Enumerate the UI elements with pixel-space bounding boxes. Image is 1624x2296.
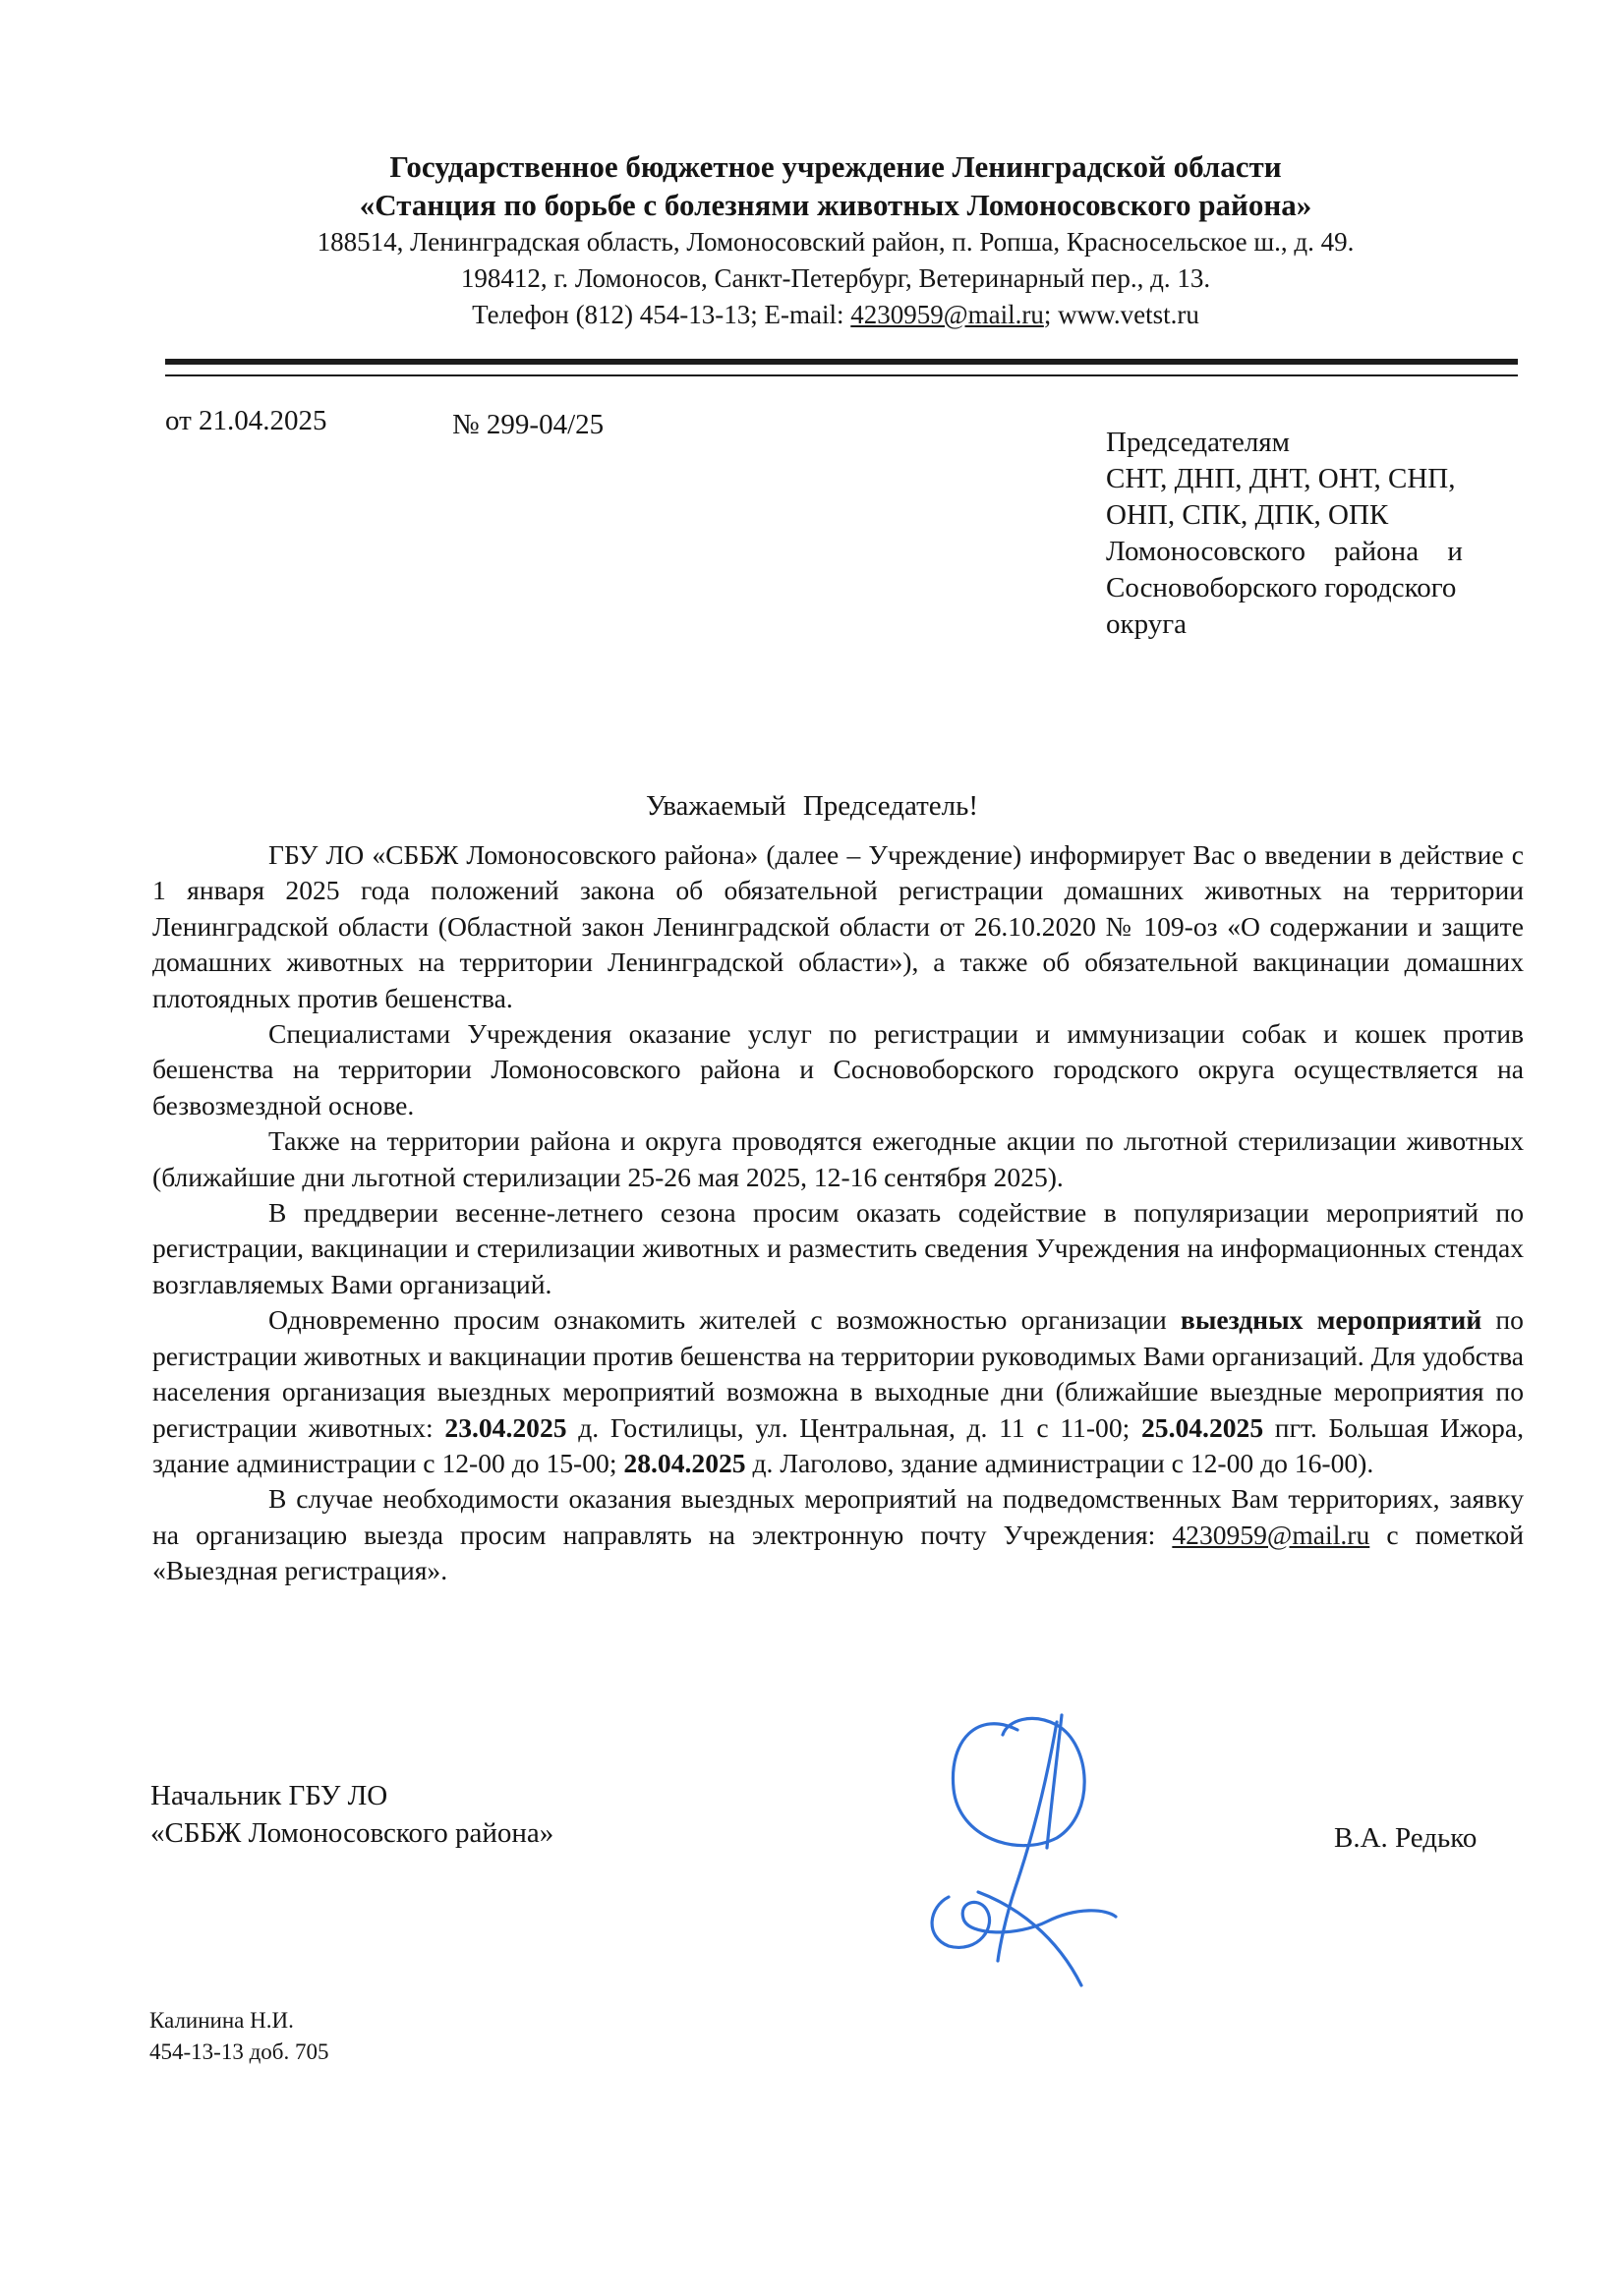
event-date-2: 25.04.2025: [1140, 1411, 1264, 1443]
addressee-line: ОНП, СПК, ДПК, ОПК: [1106, 499, 1389, 531]
body-paragraph-6: [152, 1481, 1524, 1588]
p6-text: В случае необходимости оказания выездных мероприятий на подведомственных Вам территориях, заявку на организацию выезда просим направлять на электронную почту Учреждения:: [152, 1483, 1524, 1550]
letter-body: [152, 837, 1524, 1589]
contacts-prefix: Телефон (812) 454-13-13; E-mail:: [472, 300, 851, 329]
position-line2: «СББЖ Ломоносовского района»: [150, 1817, 554, 1849]
executor-name: Калинина Н.И.: [149, 2008, 294, 2033]
org-name-line1: Государственное бюджетное учреждение Ленинградской области: [389, 149, 1282, 184]
salutation: Уважаемый Председатель!: [645, 790, 978, 822]
contacts-line: [167, 297, 1504, 333]
p5-text: Одновременно просим ознакомить жителей с возможностью организации: [268, 1304, 1181, 1336]
signatory-name: В.А. Редько: [1334, 1822, 1478, 1854]
addressee-line: Сосновоборского городского: [1106, 572, 1457, 603]
address-line2: 198412, г. Ломоносов, Санкт-Петербург, Ветеринарный пер., д. 13.: [460, 263, 1211, 293]
body-paragraph-2: Специалистами Учреждения оказание услуг по регистрации и иммунизации собак и кошек против бешенства на территории Ломоносовского района и Сосновоборского городского округа осуществляется на безвозмездной основе.: [152, 1018, 1524, 1120]
position-line1: Начальник ГБУ ЛО: [150, 1780, 388, 1811]
header-divider-thick: [165, 359, 1518, 365]
header-divider-thin: [165, 374, 1518, 376]
addressee-line: Председателям: [1106, 427, 1290, 458]
p5-bold-offsite-events: выездных мероприятий: [1180, 1304, 1482, 1336]
p6-text: с пометкой «Выездная регистрация».: [152, 1519, 1524, 1586]
p5-text: д. Гостилицы, ул. Центральная, д. 11 с 11-00;: [566, 1411, 1141, 1443]
addressee-block: [1106, 425, 1514, 643]
body-paragraph-4: В преддверии весенне-летнего сезона просим оказать содействие в популяризации мероприятий по регистрации, вакцинации и стерилизации животных и разместить сведения Учреждения на информационных стендах возглавляемых Вами организаций.: [152, 1197, 1524, 1299]
addressee-line: Ломоносовского района и: [1106, 536, 1463, 567]
email-link[interactable]: 4230959@mail.ru: [850, 300, 1044, 329]
org-name-line2: «Станция по борьбе с болезнями животных Ломоносовского района»: [359, 188, 1312, 222]
letterhead: [167, 147, 1504, 333]
p5-text: по регистрации животных и вакцинации против бешенства на территории руководимых Вами организаций. Для удобства населения организация выездных мероприятий возможна в выходные дни (ближайшие выездные мероприятия по регистрации животных:: [152, 1304, 1524, 1443]
contacts-suffix: ; www.vetst.ru: [1043, 300, 1199, 329]
event-date-1: 23.04.2025: [444, 1411, 567, 1443]
addressee-line: округа: [1106, 608, 1187, 640]
p5-text: пгт. Большая Ижора, здание администрации с 12-00 до 15-00;: [152, 1411, 1524, 1478]
address-line1: 188514, Ленинградская область, Ломоносовский район, п. Ропша, Красносельское ш., д. 49.: [317, 227, 1355, 257]
executor-phone: 454-13-13 доб. 705: [149, 2039, 329, 2064]
p5-text: д. Лаголово, здание администрации с 12-00 до 16-00).: [745, 1447, 1374, 1478]
addressee-line: СНТ, ДНП, ДНТ, ОНТ, СНП,: [1106, 463, 1456, 494]
letter-date: от 21.04.2025: [165, 405, 327, 436]
event-date-3: 28.04.2025: [623, 1447, 746, 1478]
letter-number: № 299-04/25: [452, 409, 605, 440]
signatory-position: [150, 1777, 553, 1852]
body-paragraph-3: Также на территории района и округа проводятся ежегодные акции по льготной стерилизации животных (ближайшие дни льготной стерилизации 25-26 мая 2025, 12-16 сентября 2025).: [152, 1125, 1524, 1192]
body-email-link[interactable]: 4230959@mail.ru: [1172, 1519, 1370, 1550]
body-paragraph-1: ГБУ ЛО «СББЖ Ломоносовского района» (далее – Учреждение) информирует Вас о введении в действие с 1 января 2025 года положений закона об обязательной регистрации домашних животных на территории Ленинградской области (Областной закон Ленинградской области от 26.10.2020 № 109-оз «О содержании и защите домашних животных на территории Ленинградской области»), а также об обязательной вакцинации домашних плотоядных против бешенства.: [152, 839, 1524, 1013]
executor-block: [149, 2005, 328, 2068]
body-paragraph-5: [152, 1302, 1524, 1481]
handwritten-signature: [909, 1700, 1135, 1995]
